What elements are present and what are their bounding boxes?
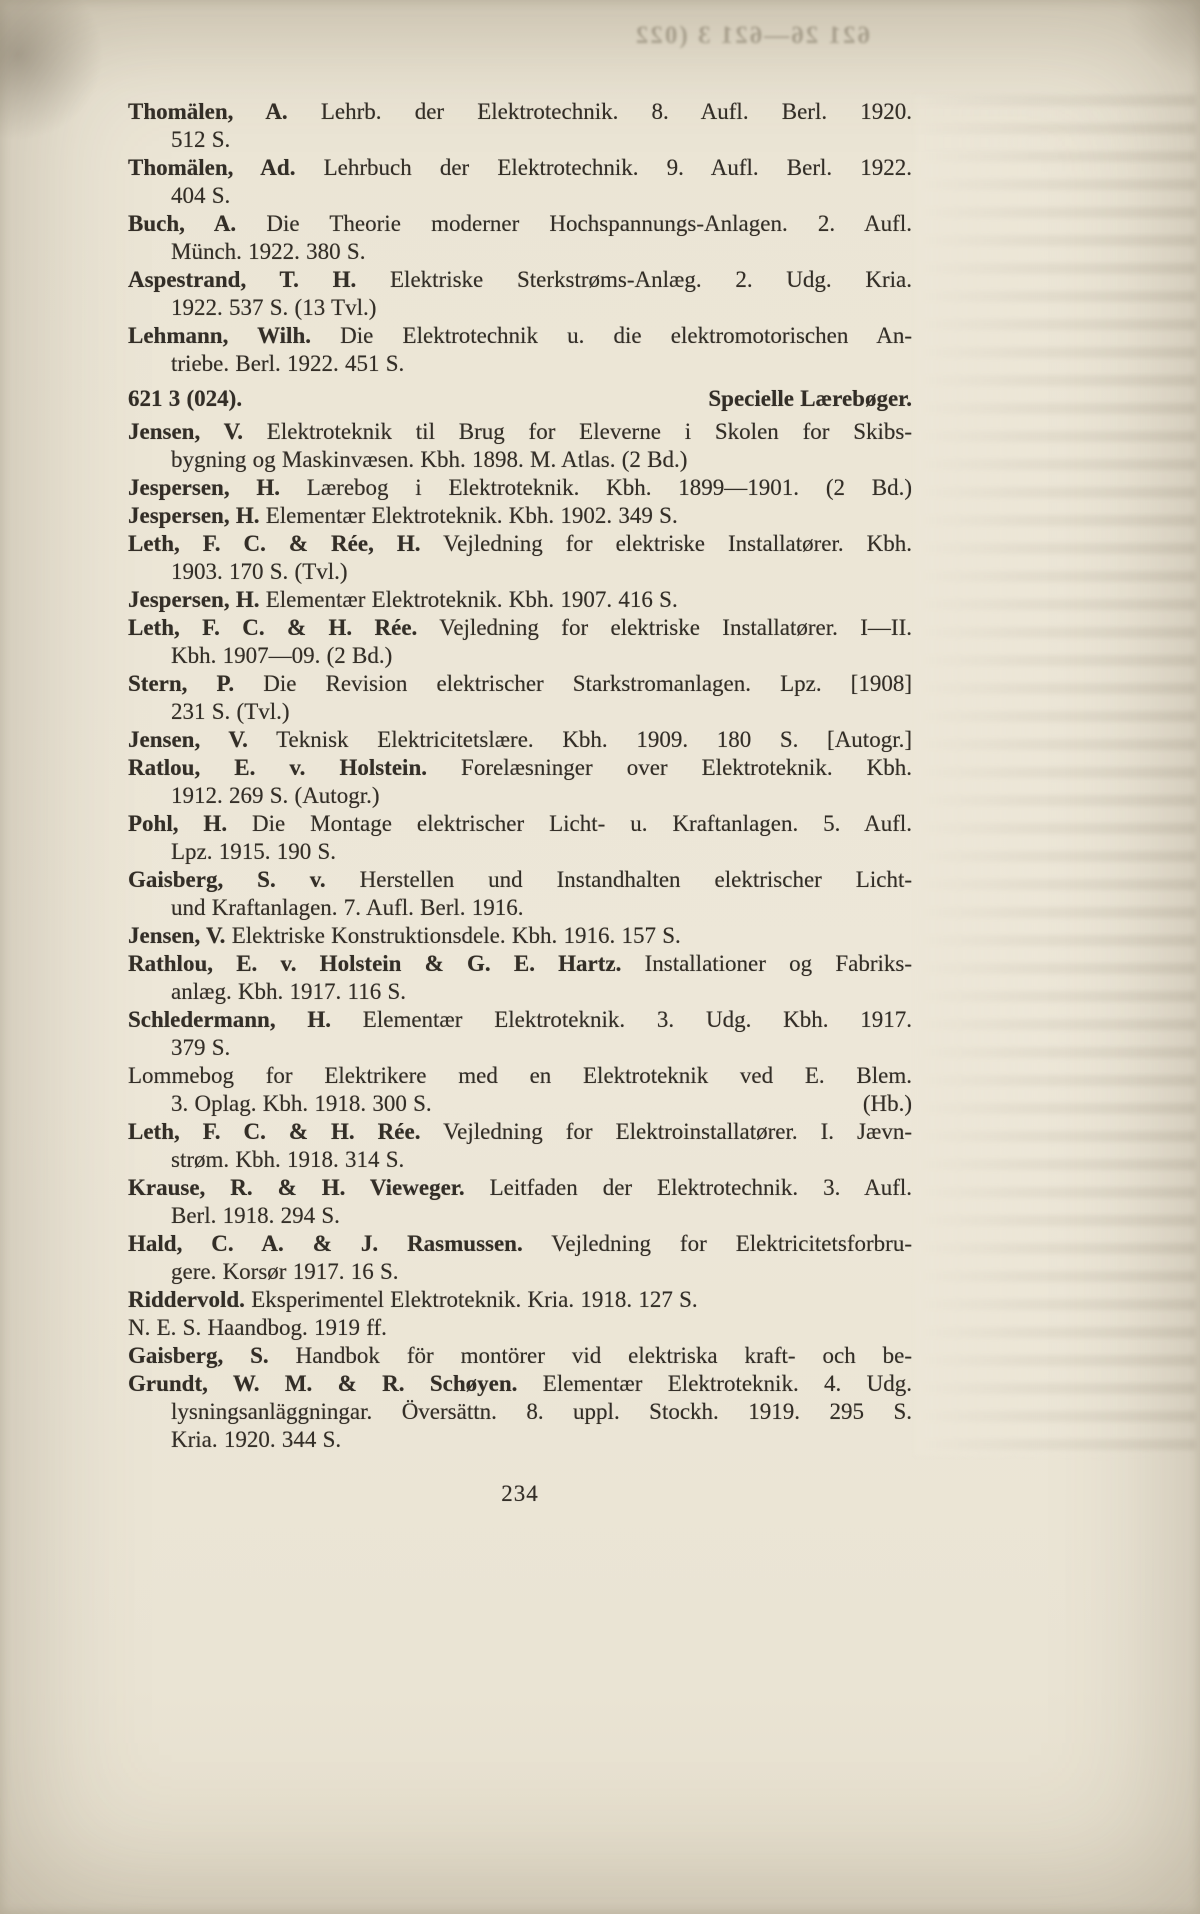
entry-first-line [128, 1006, 912, 1034]
entry-line [128, 838, 912, 866]
page-number: 234 [501, 1481, 539, 1506]
entry-line [128, 1314, 912, 1342]
entry-text: triebe. Berl. 1922. 451 S. [171, 351, 405, 376]
entry-text: Forelæsninger over Elektroteknik. Kbh. [461, 755, 912, 780]
entry-line [128, 294, 912, 322]
entry-text: Kria. 1920. 344 S. [171, 1427, 342, 1452]
entry-text: Eksperimentel Elektroteknik. Kria. 1918. 127 S. [251, 1287, 698, 1312]
entry-text: strøm. Kbh. 1918. 314 S. [171, 1147, 405, 1172]
entry-first-line [128, 1370, 912, 1398]
entry-text: Lommebog for Elektrikere med en Elektroteknik ved E. Blem. [128, 1063, 912, 1088]
entry-text: Elementær Elektroteknik. 4. Udg. [542, 1371, 913, 1396]
entry-first-line [128, 502, 912, 530]
entry-first-line [128, 614, 912, 642]
entry-text: Die Theorie moderner Hochspannungs-Anlagen. 2. Aufl. [266, 211, 912, 236]
entry-first-line [128, 266, 912, 294]
entry-first-line [128, 726, 912, 754]
entry-line [128, 1426, 912, 1454]
entry-line [128, 238, 912, 266]
entry-author: Ratlou, E. v. Holstein. [128, 755, 427, 780]
entry-text: Installationer og Fabriks- [644, 951, 912, 976]
entry-first-line [128, 322, 912, 350]
entry-author: Jensen, V. [128, 923, 226, 948]
entry-first-line [128, 866, 912, 894]
section-code: 621 3 (024). [128, 386, 243, 411]
entry-text: Leitfaden der Elektrotechnik. 3. Aufl. [489, 1175, 912, 1200]
entry-author: Hald, C. A. & J. Rasmussen. [128, 1231, 523, 1256]
entry-first-line [128, 530, 912, 558]
entry-author: Stern, P. [128, 671, 235, 696]
entry-author: Jespersen, H. [128, 475, 280, 500]
entry-line [128, 1034, 912, 1062]
entry-text: und Kraftanlagen. 7. Aufl. Berl. 1916. [171, 895, 524, 920]
entry-line [128, 558, 912, 586]
entry-text: Vejledning for elektriske Installatører. Kbh. [443, 531, 913, 556]
entry-line [128, 1090, 912, 1118]
entry-text: 3. Oplag. Kbh. 1918. 300 S. [171, 1091, 432, 1116]
entry-text: Elektroteknik til Brug for Eleverne i Skolen for Skibs- [266, 419, 912, 444]
entry-author: Schledermann, H. [128, 1007, 332, 1032]
entry-author: Pohl, H. [128, 811, 228, 836]
section-title: Specielle Lærebøger. [708, 386, 912, 411]
entry-text: gere. Korsør 1917. 16 S. [171, 1259, 399, 1284]
entry-text: Vejledning for Elektricitetsforbru- [551, 1231, 912, 1256]
bleedthrough-smudges [916, 95, 1196, 1455]
bibliography-text-block [128, 98, 912, 1508]
entry-text: Elementær Elektroteknik. Kbh. 1902. 349 S. [265, 503, 678, 528]
entry-line [128, 894, 912, 922]
entry-first-line [128, 754, 912, 782]
entry-text: Kbh. 1907—09. (2 Bd.) [171, 643, 393, 668]
entry-text: 231 S. (Tvl.) [171, 699, 290, 724]
entry-text: Lpz. 1915. 190 S. [171, 839, 337, 864]
entry-author: Leth, F. C. & H. Rée. [128, 1119, 421, 1144]
entry-author: Thomälen, Ad. [128, 155, 296, 180]
entry-author: Gaisberg, S. v. [128, 867, 326, 892]
entry-first-line [128, 1174, 912, 1202]
bleedthrough-text: 621 26—621 3 (022 [633, 22, 870, 49]
entry-text: Die Montage elektrischer Licht- u. Kraftanlagen. 5. Aufl. [252, 811, 913, 836]
entry-first-line [128, 1118, 912, 1146]
entry-first-line [128, 418, 912, 446]
entry-text: Elementær Elektroteknik. 3. Udg. Kbh. 1917. [362, 1007, 912, 1032]
entry-line [128, 126, 912, 154]
entry-line [128, 1398, 912, 1426]
entry-first-line [128, 922, 912, 950]
entry-first-line [128, 98, 912, 126]
entry-first-line [128, 1230, 912, 1258]
entry-author: Jensen, V. [128, 419, 243, 444]
entry-text: N. E. S. Haandbog. 1919 ff. [128, 1315, 387, 1340]
entry-text: Lærebog i Elektroteknik. Kbh. 1899—1901. (2 Bd.) [306, 475, 912, 500]
entry-text: Vejledning for elektriske Installatører. I—II. [439, 615, 912, 640]
entry-text: Elektriske Konstruktionsdele. Kbh. 1916. 157 S. [231, 923, 681, 948]
entry-author: Leth, F. C. & Rée, H. [128, 531, 421, 556]
entry-line [128, 350, 912, 378]
entry-first-line [128, 154, 912, 182]
entry-author: Jespersen, H. [128, 503, 260, 528]
entry-text: 1912. 269 S. (Autogr.) [171, 783, 380, 808]
entry-text: Die Revision elektrischer Starkstromanlagen. Lpz. [1908] [263, 671, 912, 696]
entry-text: Die Elektrotechnik u. die elektromotorischen An- [340, 323, 913, 348]
entry-first-line [128, 586, 912, 614]
entry-author: Krause, R. & H. Vieweger. [128, 1175, 465, 1200]
entry-first-line [128, 810, 912, 838]
entry-author: Gaisberg, S. [128, 1343, 269, 1368]
entry-text: lysningsanläggningar. Översättn. 8. uppl. Stockh. 1919. 295 S. [171, 1399, 912, 1424]
entry-line [128, 698, 912, 726]
entry-text: Herstellen und Instandhalten elektrischer Licht- [359, 867, 912, 892]
entry-author: Thomälen, A. [128, 99, 288, 124]
entry-author: Jensen, V. [128, 727, 248, 752]
entry-binding-note: (Hb.) [862, 1091, 912, 1116]
entry-first-line [128, 670, 912, 698]
entry-text: Elementær Elektroteknik. Kbh. 1907. 416 S. [265, 587, 678, 612]
entry-line [128, 1202, 912, 1230]
entry-text: 512 S. [171, 127, 231, 152]
entry-line [128, 1258, 912, 1286]
entry-author: Jespersen, H. [128, 587, 260, 612]
entry-text: Elektriske Sterkstrøms-Anlæg. 2. Udg. Kria. [390, 267, 912, 292]
entry-author: Buch, A. [128, 211, 237, 236]
entry-text: Vejledning for Elektroinstallatører. I. Jævn- [443, 1119, 912, 1144]
entry-line [128, 1146, 912, 1174]
entry-author: Riddervold. [128, 1287, 245, 1312]
entry-text: 1922. 537 S. (13 Tvl.) [171, 295, 377, 320]
entry-text: Berl. 1918. 294 S. [171, 1203, 340, 1228]
entry-line [128, 978, 912, 1006]
entry-text: Lehrbuch der Elektrotechnik. 9. Aufl. Berl. 1922. [323, 155, 912, 180]
entry-author: Rathlou, E. v. Holstein & G. E. Hartz. [128, 951, 622, 976]
entry-text: Lehrb. der Elektrotechnik. 8. Aufl. Berl. 1920. [320, 99, 912, 124]
entry-text: Teknisk Elektricitetslære. Kbh. 1909. 180 S. [Autogr.] [276, 727, 912, 752]
entry-line [128, 642, 912, 670]
entry-author: Lehmann, Wilh. [128, 323, 311, 348]
entry-text: 379 S. [171, 1035, 231, 1060]
entry-first-line [128, 210, 912, 238]
entry-text: bygning og Maskinvæsen. Kbh. 1898. M. Atlas. (2 Bd.) [171, 447, 688, 472]
entry-text: 1903. 170 S. (Tvl.) [171, 559, 348, 584]
entry-author: Grundt, W. M. & R. Schøyen. [128, 1371, 518, 1396]
entry-first-line [128, 1286, 912, 1314]
entry-text: 404 S. [171, 183, 231, 208]
entry-text: Handbok för montörer vid elektriska kraft- och be- [295, 1343, 913, 1368]
entry-first-line [128, 474, 912, 502]
entry-first-line [128, 1342, 912, 1370]
entry-text: anlæg. Kbh. 1917. 116 S. [171, 979, 406, 1004]
entry-line [128, 182, 912, 210]
bibliography-lines [128, 98, 912, 1454]
entry-text: Münch. 1922. 380 S. [171, 239, 366, 264]
entry-first-line [128, 950, 912, 978]
entry-line [128, 1062, 912, 1090]
entry-author: Leth, F. C. & H. Rée. [128, 615, 418, 640]
entry-line [128, 446, 912, 474]
section-heading-row [128, 385, 912, 413]
entry-line [128, 782, 912, 810]
entry-author: Aspestrand, T. H. [128, 267, 357, 292]
